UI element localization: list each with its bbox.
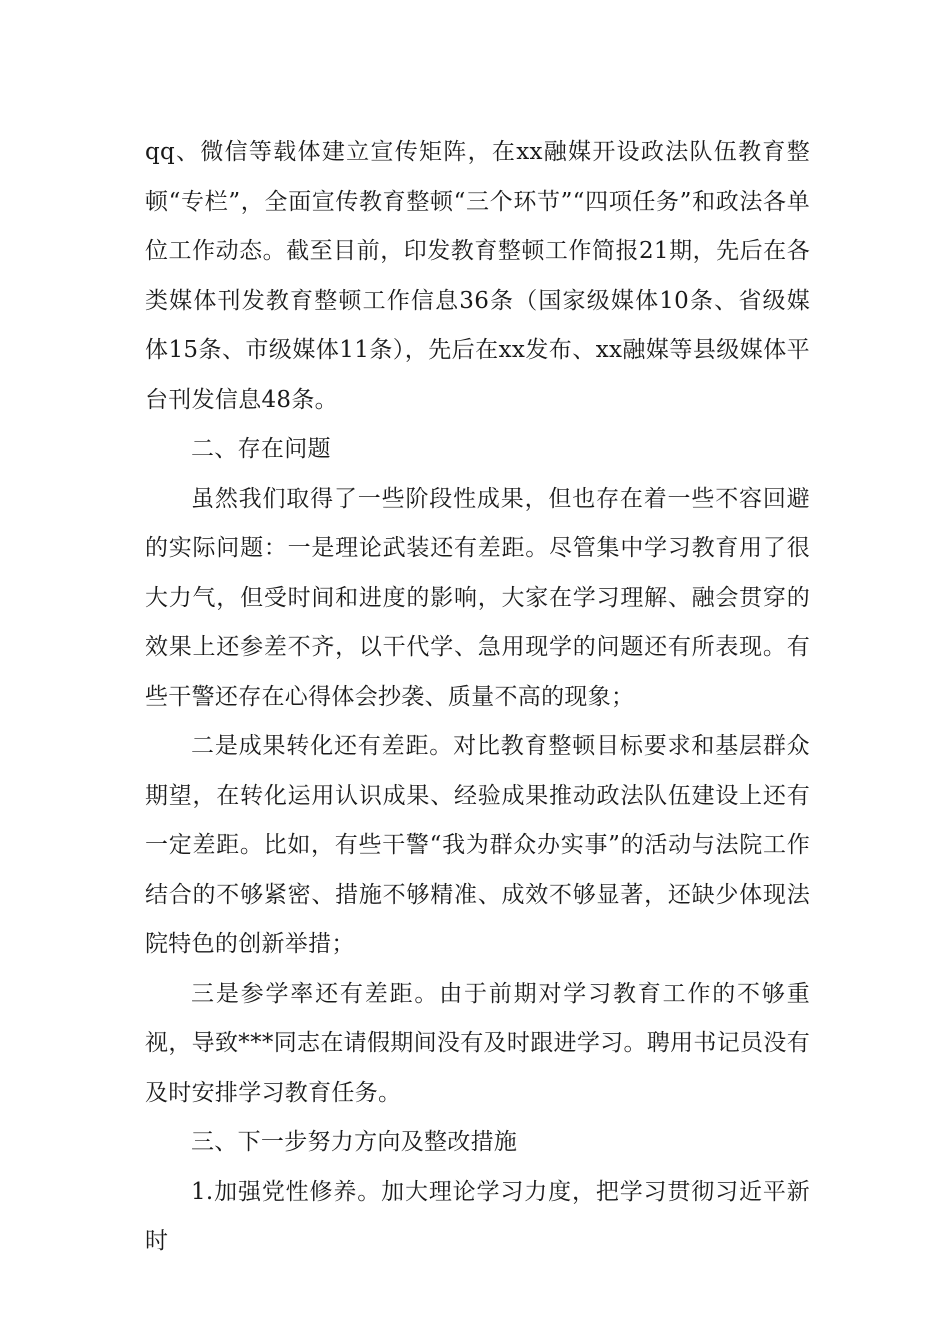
- document-page: [145, 128, 810, 1267]
- section-heading-existing-problems: 二、存在问题: [191, 436, 331, 462]
- paragraph-party-spirit: 1.加强党性修养。加大理论学习力度，把学习贯彻习近平新时: [145, 1178, 810, 1254]
- paragraph-theory-gap: 虽然我们取得了一些阶段性成果，但也存在着一些不容回避的实际问题：一是理论武装还有差距。尽管集中学习教育用了很大力气，但受时间和进度的影响，大家在学习理解、融会贯穿的效果上还参差不齐，以干代学、急用现学的问题还有所表现。有些干警还存在心得体会抄袭、质量不高的现象；: [145, 485, 810, 710]
- paragraph-participation-gap: 三是参学率还有差距。由于前期对学习教育工作的不够重视，导致***同志在请假期间没有及时跟进学习。聘用书记员没有及时安排学习教育任务。: [145, 980, 810, 1106]
- paragraph-publicity-matrix: qq、微信等载体建立宣传矩阵，在xx融媒开设政法队伍教育整顿“专栏”，全面宣传教育整顿“三个环节”“四项任务”和政法各单位工作动态。截至目前，印发教育整顿工作简报21期，先后在各类媒体刊发教育整顿工作信息36条（国家级媒体10条、省级媒体15条、市级媒体11条），先后在xx发布、xx融媒等县级媒体平台刊发信息48条。: [145, 139, 810, 413]
- section-heading-next-steps: 三、下一步努力方向及整改措施: [191, 1129, 518, 1155]
- paragraph-results-gap: 二是成果转化还有差距。对比教育整顿目标要求和基层群众期望，在转化运用认识成果、经验成果推动政法队伍建设上还有一定差距。比如，有些干警“我为群众办实事”的活动与法院工作结合的不够紧密、措施不够精准、成效不够显著，还缺少体现法院特色的创新举措；: [145, 733, 810, 957]
